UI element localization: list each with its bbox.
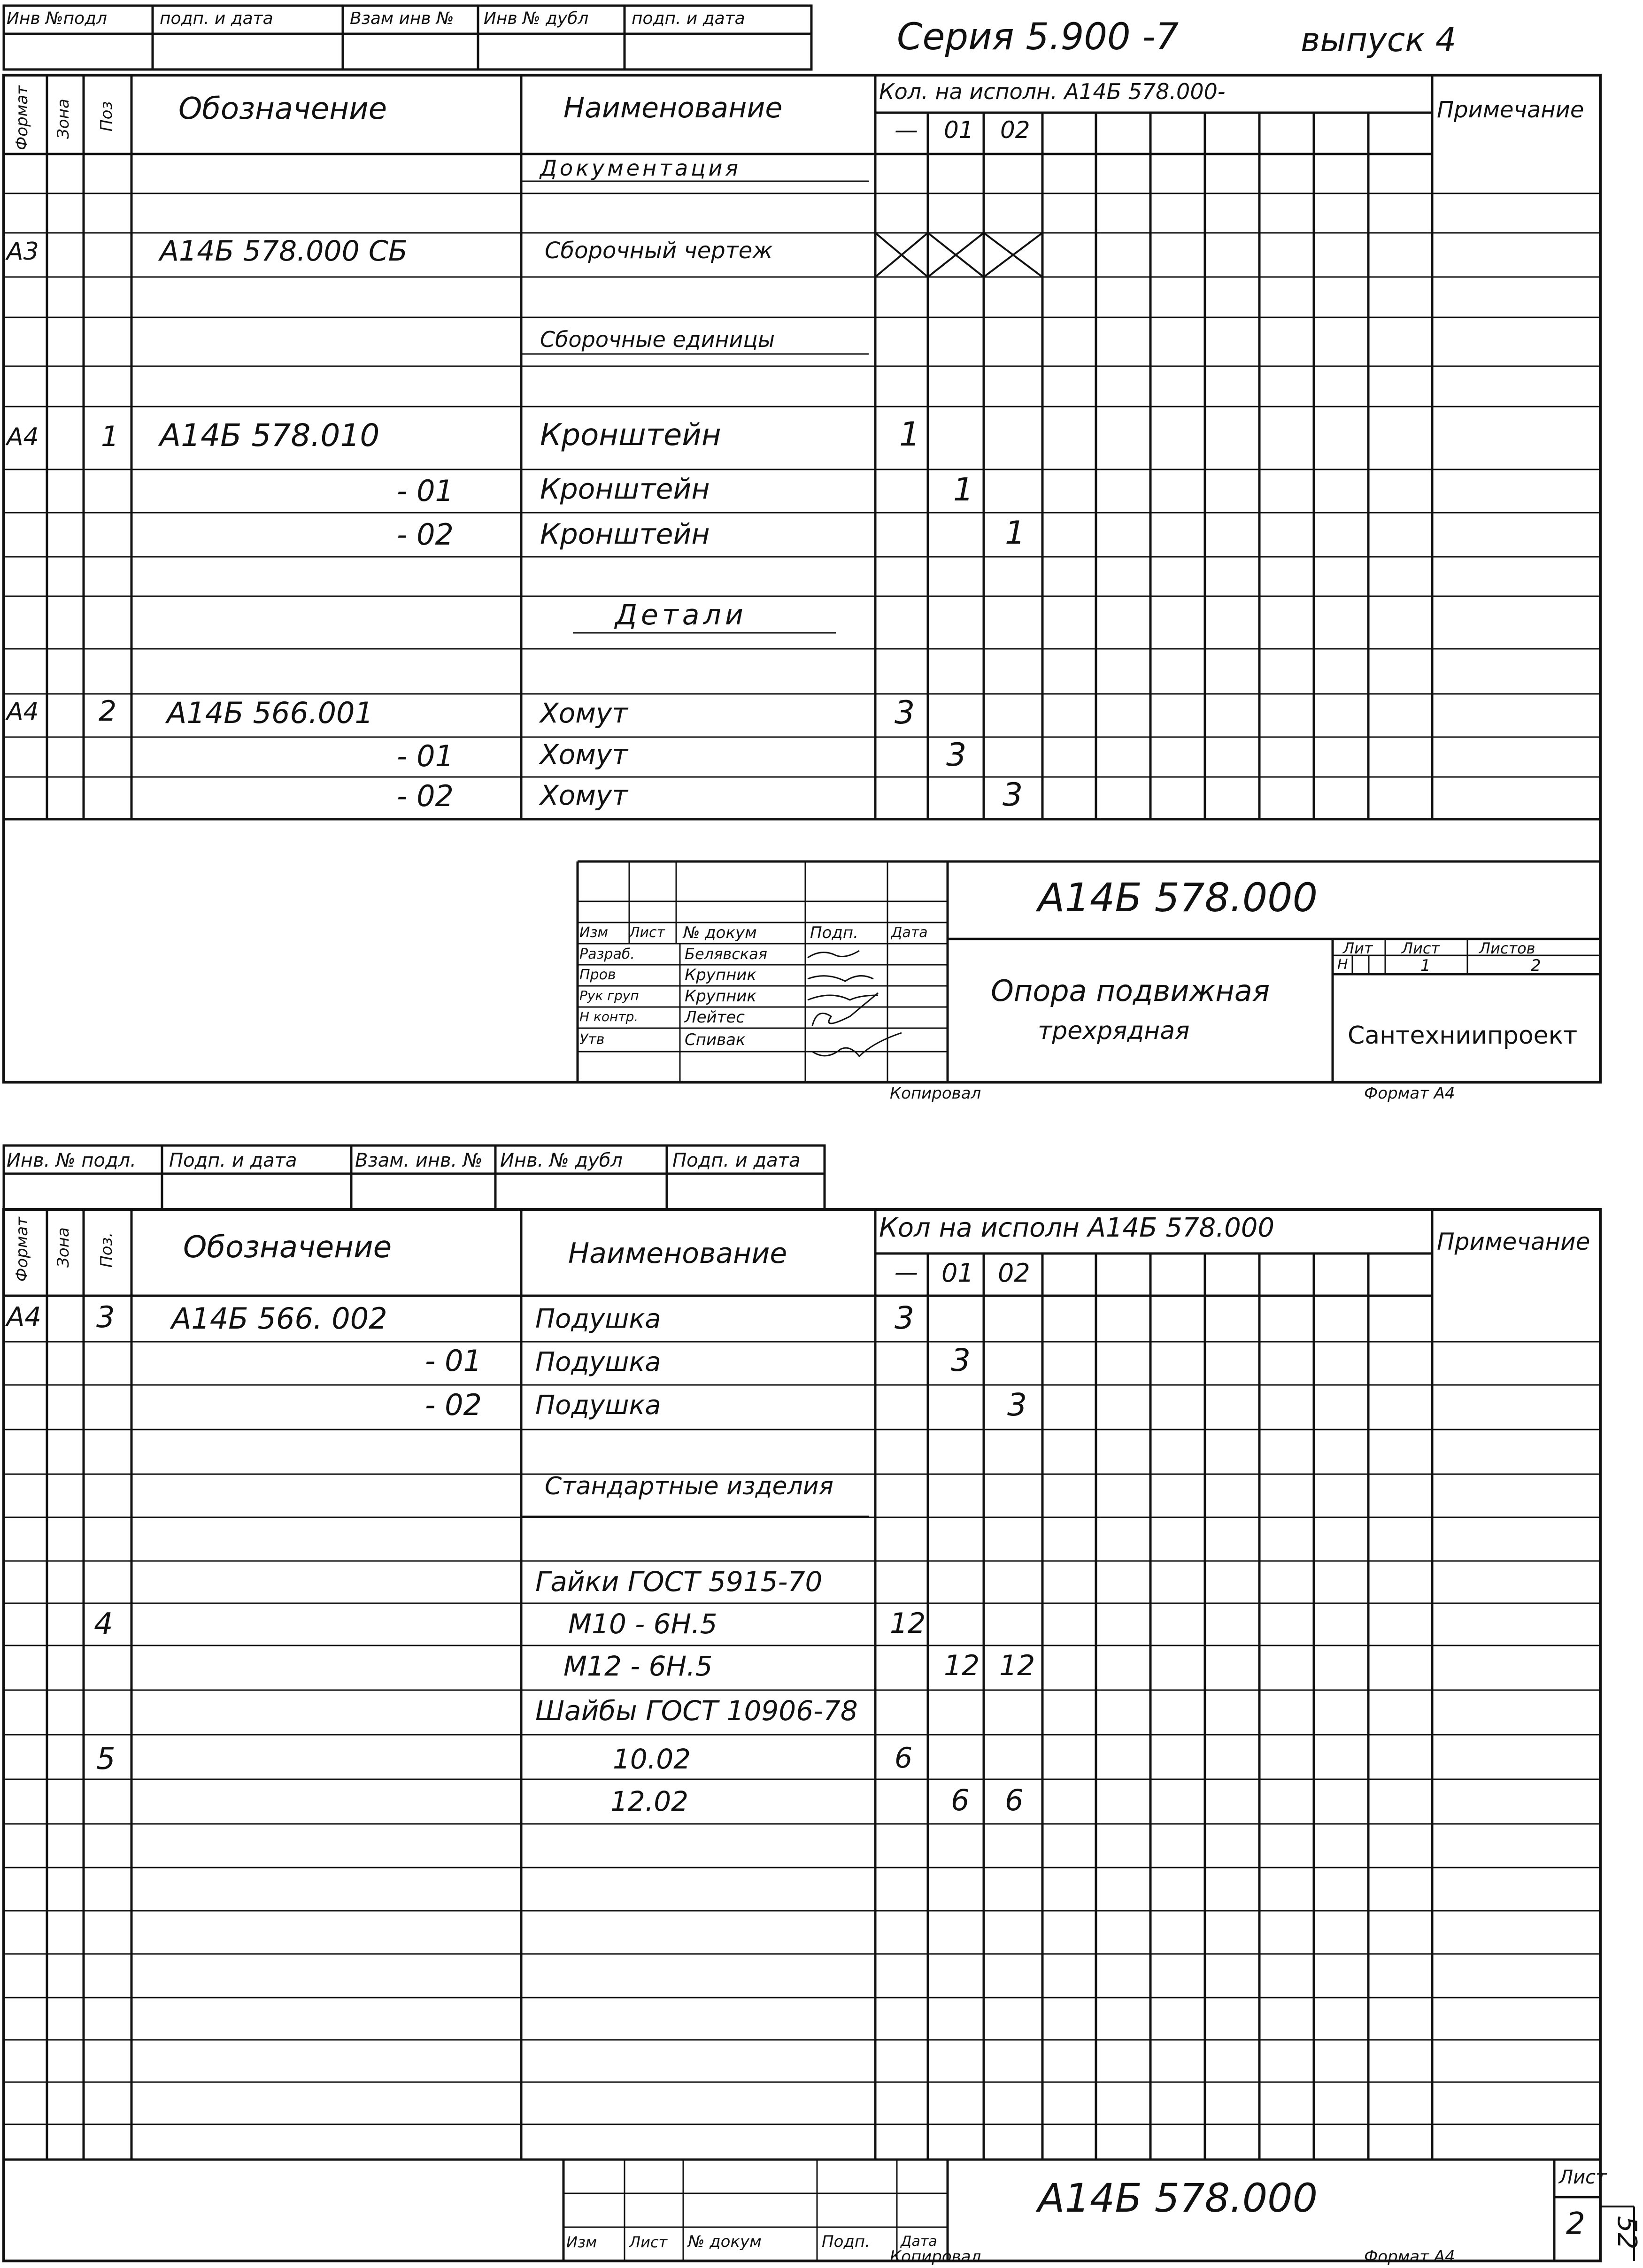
stamp-inv-dubl: Инв № дубл [484,9,589,28]
row-qty-1: 12 [944,1649,980,1682]
row-designation: - 02 [397,779,454,813]
tb-col-list: Лист [629,924,665,941]
tb-col-date: Дата [891,924,928,941]
row-designation: - 01 [397,474,454,508]
row-name: Подушка [535,1390,661,1421]
doc-number: А14Б 578.000 [1038,875,1318,921]
row-qty-2: 6 [1005,1783,1024,1817]
row-designation: - 01 [397,739,454,773]
row-pos: 3 [96,1300,115,1334]
tb-col-podp: Подп. [822,2232,870,2251]
tb-role: Пров [579,967,616,983]
tb-copied: Копировал [890,2247,981,2266]
row-name: Подушка [535,1304,661,1334]
header-qty-col-2: 02 [998,1258,1030,1288]
tb-lit-label: Лит [1343,939,1373,957]
row-qty-2: 3 [1003,777,1023,814]
row-name: 12.02 [610,1785,689,1817]
tb-sheets-value: 2 [1531,956,1541,975]
row-name: Хомут [540,738,628,770]
tb-format: Формат А4 [1364,2247,1455,2266]
header-name: Наименование [568,1237,787,1270]
row-designation: А14Б 566.001 [167,696,373,730]
header-qty-col-0: — [895,1259,918,1286]
doc-number: А14Б 578.000 [1038,2175,1318,2221]
series-title: Серия 5.900 -7 [897,16,1179,58]
row-name: Шайбы ГОСТ 10906-78 [535,1695,858,1727]
header-qty-col-0: — [895,116,918,144]
tb-col-podp: Подп. [810,923,858,942]
page-number: 52 [1612,2216,1642,2250]
row-designation: - 02 [425,1388,482,1422]
row-qty-1: 6 [951,1783,970,1817]
tb-format: Формат А4 [1364,1084,1455,1103]
tb-name: Лейтес [685,1008,745,1027]
tb-col-izm: Изм [566,2233,597,2251]
tb-sheet-value: 1 [1420,956,1431,975]
header-qty: Кол. на исполн. А14Б 578.000- [879,79,1226,104]
row-name: Кронштейн [540,518,710,551]
row-qty-1: 3 [951,1342,971,1378]
tb-sheets-label: Листов [1479,939,1535,957]
signature-marks [803,944,925,1084]
row-section-docs: Документация [540,155,741,181]
tb-col-docnum: № докум [683,923,757,942]
header-format: Формат [13,85,31,150]
row-designation: - 01 [425,1344,482,1378]
tb-name: Крупник [685,966,756,984]
row-qty-1: 1 [953,471,974,508]
stamp-vzam-inv: Взам. инв. № [355,1150,483,1171]
row-designation: А14Б 578.010 [160,417,380,454]
tb-name: Спивак [685,1030,746,1049]
row-name: Сборочный чертеж [545,238,773,264]
header-designation: Обозначение [183,1230,392,1265]
row-pos: 4 [94,1607,113,1642]
row-format: А4 [7,698,39,726]
header-pos: Поз [97,101,116,131]
row-section-details: Детали [615,599,747,631]
row-name: Кронштейн [540,473,710,506]
tb-lit-value: Н [1337,956,1348,973]
row-designation: А14Б 566. 002 [171,1301,387,1336]
header-qty-col-1: 01 [941,1258,974,1288]
row-pos: 5 [96,1742,116,1776]
tb-col-list: Лист [629,2233,668,2251]
tb-org: Сантехниипроект [1348,1022,1578,1050]
tb-sheet-value: 2 [1566,2206,1585,2241]
tb-name: Крупник [685,987,756,1006]
row-name: Хомут [540,697,628,729]
stamp-vzam-inv: Взам инв № [350,9,454,28]
stamp-inv-podl: Инв. № подл. [7,1150,136,1171]
tb-copied: Копировал [890,1084,981,1103]
row-qty-0: 6 [895,1742,913,1775]
row-name: М12 - 6Н.5 [563,1650,713,1682]
tb-role: Утв [579,1031,605,1048]
tb-col-date: Дата [901,2233,937,2250]
issue-label: выпуск 4 [1301,21,1457,59]
row-pos: 1 [101,420,119,453]
header-zone: Зона [54,99,73,139]
doc-title-line1: Опора подвижная [991,974,1270,1008]
row-qty-1: 3 [946,737,967,774]
header-format: Формат [13,1217,31,1282]
row-qty-0: 3 [895,694,915,731]
row-section-assemblies: Сборочные единицы [540,327,775,352]
tb-name: Белявская [685,945,767,963]
row-pos: 2 [99,695,117,728]
header-pos: Поз. [97,1232,116,1268]
row-name: 10.02 [613,1743,691,1775]
stamp-inv-dubl: Инв. № дубл [500,1150,623,1171]
header-note: Примечание [1437,97,1584,123]
row-qty-0: 1 [899,415,920,454]
row-name: М10 - 6Н.5 [568,1608,717,1640]
tb-role: Разраб. [579,946,635,962]
header-qty-col-1: 01 [944,116,974,144]
stamp-podp-data: подп. и дата [160,9,273,28]
tb-sheet-label: Лист [1402,939,1440,957]
row-name: Кронштейн [540,418,721,453]
tb-col-izm: Изм [579,924,609,941]
stamp-podp-data-2: Подп. и дата [672,1150,801,1171]
header-qty: Кол на исполн А14Б 578.000 [879,1213,1274,1243]
tb-role: Рук груп [579,988,639,1003]
header-zone: Зона [54,1227,73,1268]
row-qty-2: 1 [1005,515,1026,552]
row-name: Гайки ГОСТ 5915-70 [535,1566,823,1598]
row-designation: А14Б 578.000 СБ [160,235,408,268]
row-format: А3 [7,238,39,266]
row-qty-2: 3 [1007,1387,1027,1423]
header-note: Примечание [1437,1228,1590,1255]
row-format: А4 [7,423,39,451]
row-name: Подушка [535,1347,661,1377]
stamp-podp-data: Подп. и дата [169,1150,297,1171]
tb-role: Н контр. [579,1009,639,1024]
tb-col-docnum: № докум [688,2232,762,2251]
row-designation: - 02 [397,517,454,552]
stamp-podp-data-2: подп. и дата [632,9,745,28]
stamp-inv-podl: Инв №подл [7,9,108,28]
doc-title-line2: трехрядная [1038,1017,1190,1045]
row-qty-0: 3 [895,1300,914,1336]
row-qty-0: 12 [890,1607,926,1640]
row-section-standard: Стандартные изделия [545,1472,833,1500]
tb-sheet-label: Лист [1559,2167,1607,2188]
row-format: А4 [7,1302,41,1332]
header-qty-col-2: 02 [1000,116,1030,144]
row-name: Хомут [540,779,628,811]
header-name: Наименование [563,92,783,124]
row-qty-2: 12 [999,1649,1035,1682]
header-designation: Обозначение [178,92,387,126]
